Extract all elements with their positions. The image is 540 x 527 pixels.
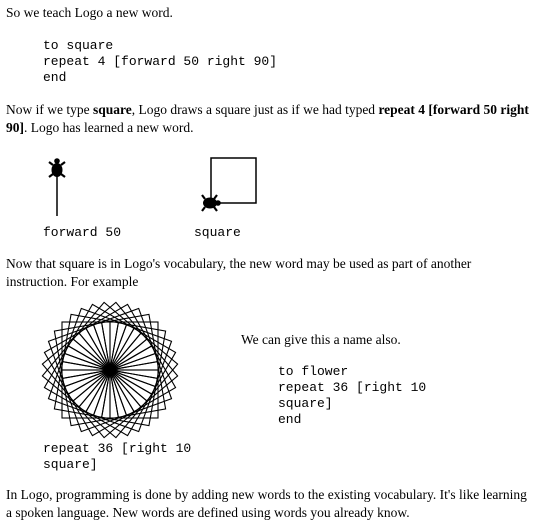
code-line: to flower xyxy=(278,364,349,379)
code-line: repeat 36 [right 10 xyxy=(278,380,427,395)
caption-line: square] xyxy=(43,457,98,472)
paragraph-programming: In Logo, programming is done by adding new words to the existing vocabulary. It's like learning a spoken language. New words are defined using words you already know. xyxy=(6,487,527,520)
paragraph-vocabulary: Now that square is in Logo's vocabulary, the new word may be used as part of another instruction. For example xyxy=(6,256,472,289)
code-line: repeat 4 [forward 50 right 90] xyxy=(43,54,278,69)
code-line: end xyxy=(278,412,302,427)
bold-square: square xyxy=(92,102,132,117)
text-run: Now if we type xyxy=(6,102,93,117)
turtle-forward-illustration xyxy=(40,150,80,220)
code-line: to square xyxy=(43,38,114,53)
text-run: , Logo draws a square just as if we had typed xyxy=(131,102,379,117)
code-flower xyxy=(278,364,426,428)
caption-line: repeat 36 [right 10 xyxy=(43,441,192,456)
turtle-square-illustration xyxy=(197,152,263,218)
name-text: We can give this a name also. xyxy=(241,332,401,347)
caption-flower xyxy=(43,441,191,473)
code-square xyxy=(43,38,277,86)
caption-square: square xyxy=(194,225,241,240)
turtle-icon xyxy=(49,158,65,177)
flower-illustration xyxy=(40,300,180,440)
text-run: . Logo has learned a new word. xyxy=(24,120,194,135)
bold-repeat: repeat 4 [forward 50 right 90] xyxy=(6,102,529,135)
caption-forward: forward 50 xyxy=(43,225,122,240)
code-line: square] xyxy=(278,396,333,411)
paragraph-learned xyxy=(6,101,534,137)
intro-text: So we teach Logo a new word. xyxy=(6,5,173,20)
code-line: end xyxy=(43,70,67,85)
